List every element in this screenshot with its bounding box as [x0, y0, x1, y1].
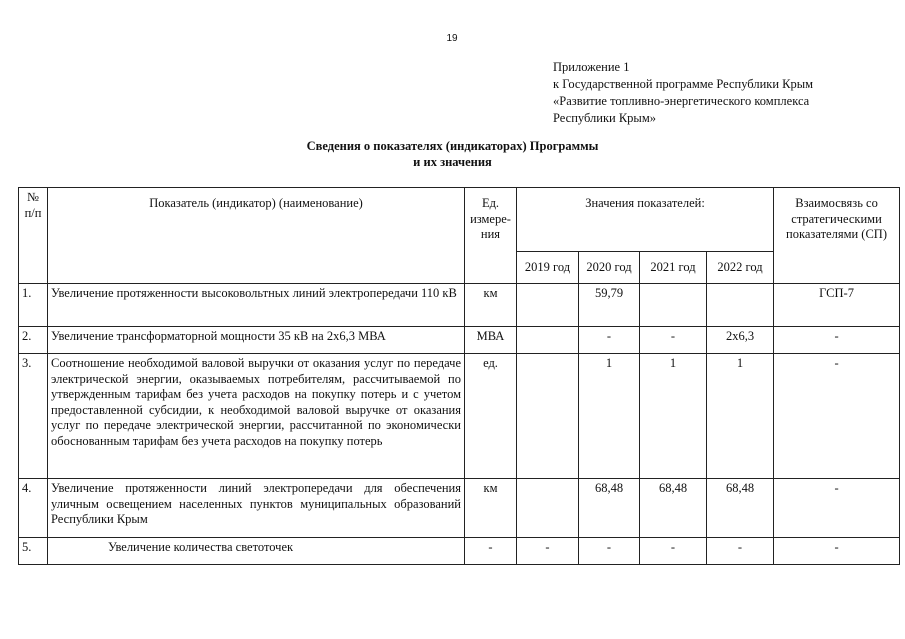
year-2020: 2020 год [579, 252, 640, 284]
row-value-2022 [707, 284, 774, 327]
title-line: Сведения о показателях (индикаторах) Программы [306, 139, 599, 153]
row-link: - [774, 479, 900, 538]
row-value-2022: 2х6,3 [707, 327, 774, 354]
appendix-line: Приложение 1 [553, 60, 630, 74]
row-link: - [774, 327, 900, 354]
page-number: 19 [446, 33, 458, 44]
row-value-2021 [640, 284, 707, 327]
row-unit: км [465, 284, 517, 327]
row-name: Увеличение трансформаторной мощности 35 кВ на 2х6,3 МВА [48, 327, 465, 354]
row-value-2019 [517, 479, 579, 538]
row-unit: - [465, 538, 517, 565]
row-value-2021: - [640, 327, 707, 354]
row-link: - [774, 538, 900, 565]
row-value-2019: - [517, 538, 579, 565]
table-row [19, 327, 900, 354]
row-value-2022: - [707, 538, 774, 565]
row-num: 2. [19, 327, 48, 354]
table-row [19, 479, 900, 538]
row-unit: ед. [465, 354, 517, 479]
row-link: ГСП-7 [774, 284, 900, 327]
table-header-row [19, 188, 900, 252]
table-row [19, 284, 900, 327]
header-unit: Ед. измере-ния [465, 188, 517, 284]
row-value-2021: - [640, 538, 707, 565]
appendix-line: «Развитие топливно-энергетического комплекса [553, 94, 810, 108]
row-name: Увеличение количества светоточек [48, 538, 465, 565]
title-line: и их значения [413, 155, 492, 169]
row-name: Соотношение необходимой валовой выручки от оказания услуг по передаче электрической энергии, оказываемых потребителям, рассчитываемой по утвержденным тарифам без учета расходов на покупку потерь и с учетом предоставленной субсидии, к необходимой валовой выручке от оказания услуг по передаче электрической энергии, рассчитанной по экономически обоснованным тарифам без учета расходов на покупку потерь [48, 354, 465, 479]
row-unit: МВА [465, 327, 517, 354]
header-num: № п/п [19, 188, 48, 284]
row-num: 1. [19, 284, 48, 327]
indicators-table [18, 187, 900, 565]
row-num: 4. [19, 479, 48, 538]
row-name: Увеличение протяженности высоковольтных линий электропередачи 110 кВ [48, 284, 465, 327]
table-row [19, 354, 900, 479]
row-num: 5. [19, 538, 48, 565]
row-value-2020: - [579, 327, 640, 354]
header-values: Значения показателей: [517, 188, 774, 252]
appendix-caption [553, 59, 813, 127]
row-value-2021: 68,48 [640, 479, 707, 538]
row-value-2021: 1 [640, 354, 707, 479]
row-value-2019 [517, 284, 579, 327]
header-name: Показатель (индикатор) (наименование) [48, 188, 465, 284]
year-2019: 2019 год [517, 252, 579, 284]
year-2022: 2022 год [707, 252, 774, 284]
row-link: - [774, 354, 900, 479]
row-value-2020: 59,79 [579, 284, 640, 327]
appendix-line: к Государственной программе Республики Крым [553, 77, 814, 91]
appendix-line: Республики Крым» [553, 111, 656, 125]
row-value-2020: 68,48 [579, 479, 640, 538]
row-name: Увеличение протяженности линий электропередачи для обеспечения уличным освещением населенных пунктов муниципальных образований Республики Крым [48, 479, 465, 538]
row-value-2020: - [579, 538, 640, 565]
row-value-2019 [517, 327, 579, 354]
table-row [19, 538, 900, 565]
header-link: Взаимосвязь со стратегическими показателями (СП) [774, 188, 900, 284]
year-2021: 2021 год [640, 252, 707, 284]
document-title [0, 138, 905, 170]
row-unit: км [465, 479, 517, 538]
row-value-2019 [517, 354, 579, 479]
row-value-2020: 1 [579, 354, 640, 479]
row-num: 3. [19, 354, 48, 479]
row-value-2022: 1 [707, 354, 774, 479]
row-value-2022: 68,48 [707, 479, 774, 538]
